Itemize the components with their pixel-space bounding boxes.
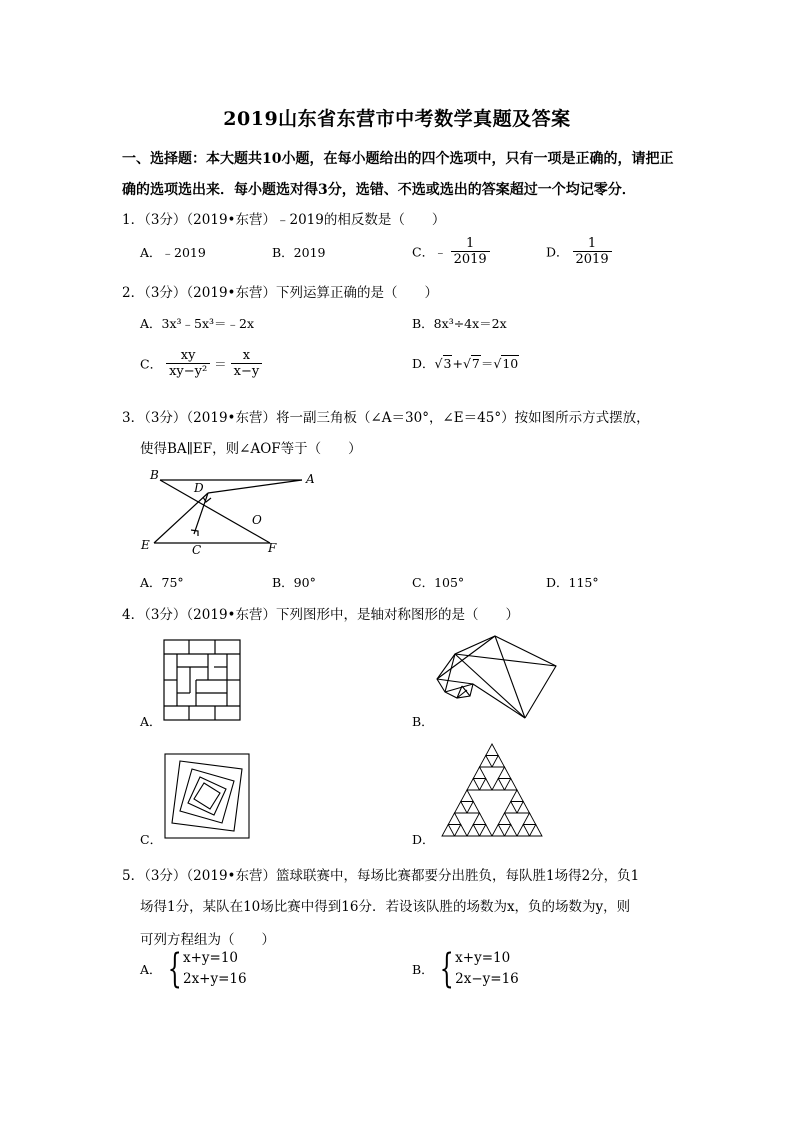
q2-c-denominator2: x−y: [231, 363, 263, 379]
q4-figure-c: [164, 753, 250, 839]
section-heading-line2: 确的选项选出来．每小题选对得3分，选错、不选或选出的答案超过一个均记零分．: [122, 182, 636, 198]
q3-option-d: D．115°: [546, 575, 599, 590]
q5-option-b: B． { x+y=10 2x−y=16: [412, 946, 519, 992]
q3-line-DA: [208, 480, 302, 493]
q3-line-BF: [160, 480, 270, 543]
q3-label-B: B: [150, 468, 159, 482]
q2-option-c-label: C．: [140, 356, 163, 372]
q5-stem-line3: 可列方程组为（ ）: [140, 932, 275, 948]
q1-option-c-label: C．﹣: [412, 244, 447, 260]
q2-option-b: B．8x³÷4x＝2x: [412, 316, 507, 331]
q2-d-radicand1: 3: [443, 356, 452, 371]
q3-label-O: O: [252, 513, 262, 527]
q4-figure-d: [440, 742, 544, 838]
q2-option-d-label: D．: [412, 356, 435, 371]
q4-option-a-label: A．: [140, 714, 162, 729]
q3-label-F: F: [268, 541, 277, 555]
section-heading-line1: 一、选择题：本大题共10小题，在每小题给出的四个选项中，只有一项是正确的，请把正: [122, 151, 674, 167]
q2-d-equals: ＝: [480, 356, 494, 371]
q5-a-eq2: 2x+y=16: [182, 971, 247, 987]
q1-option-b: B．2019: [272, 245, 326, 260]
q5-b-eq1: x+y=10: [455, 950, 511, 966]
q2-stem: 2．（3分）（2019•东营）下列运算正确的是（ ）: [122, 285, 438, 301]
q2-option-a: A．3x³﹣5x³＝﹣2x: [140, 316, 255, 331]
q1-option-a: A．﹣2019: [140, 245, 206, 260]
q3-option-b: B．90°: [272, 575, 316, 590]
q2-d-radicand3: 10: [502, 356, 519, 371]
q3-stem-line2: 使得BA∥EF，则∠AOF等于（ ）: [140, 441, 362, 457]
page-title: 2019山东省东营市中考数学真题及答案: [223, 108, 571, 130]
q3-option-a: A．75°: [140, 575, 184, 590]
q5-stem-line1: 5．（3分）（2019•东营）篮球联赛中，每场比赛都要分出胜负，每队胜1场得2分，负1: [122, 868, 640, 884]
q1-c-denominator: 2019: [451, 251, 490, 267]
q5-b-eq2: 2x−y=16: [455, 971, 519, 987]
q2-option-d: D．√3+√7＝√10: [412, 356, 519, 371]
q5-option-a: A． { x+y=10 2x+y=16: [140, 946, 247, 992]
q4-option-c-label: C．: [140, 832, 163, 847]
q3-label-A: A: [306, 472, 315, 486]
q1-stem: 1．（3分）（2019•东营）﹣2019的相反数是（ ）: [122, 212, 446, 228]
q2-c-equals: ＝: [214, 356, 227, 372]
q3-option-c: C．105°: [412, 575, 465, 590]
q1-option-d-label: D．: [546, 244, 569, 260]
q4-figure-b: [435, 634, 560, 722]
q1-d-numerator: 1: [587, 236, 597, 251]
q5-a-eq1: x+y=10: [182, 950, 239, 966]
q2-d-radicand2: 7: [471, 356, 480, 371]
q2-c-numerator2: x: [242, 348, 251, 363]
q5-stem-line2: 场得1分，某队在10场比赛中得到16分．若设该队胜的场数为x，负的场数为y，则: [140, 899, 631, 915]
q3-label-C: C: [192, 543, 202, 557]
q2-c-denominator1: xy−y²: [166, 363, 210, 379]
q5-option-b-label: B．: [412, 962, 434, 977]
q5-option-a-label: A．: [140, 962, 162, 977]
q2-d-plus: +: [452, 356, 463, 371]
q4-option-b-label: B．: [412, 714, 434, 729]
q4-option-d-label: D．: [412, 832, 435, 847]
q1-c-numerator: 1: [465, 236, 475, 251]
q2-c-numerator1: xy: [180, 348, 196, 363]
q4-stem: 4．（3分）（2019•东营）下列图形中，是轴对称图形的是（ ）: [122, 607, 519, 623]
q3-stem-line1: 3．（3分）（2019•东营）将一副三角板（∠A＝30°，∠E＝45°）按如图所示方式摆放，: [122, 410, 650, 426]
q3-label-E: E: [141, 538, 150, 552]
q3-label-D: D: [194, 481, 204, 495]
q1-d-denominator: 2019: [573, 251, 612, 267]
q4-figure-a: [164, 640, 240, 720]
